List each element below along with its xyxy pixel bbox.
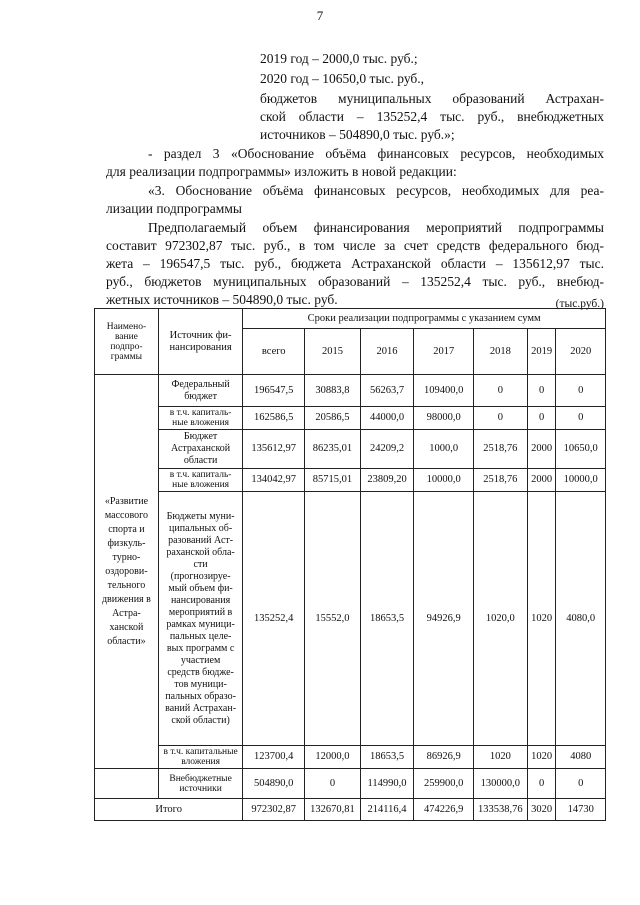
paragraph-line: жета – 196547,5 тыс. руб., бюджета Астраханской области – 135612,97 тыс. — [106, 256, 604, 271]
value-cell: 1020,0 — [474, 492, 528, 746]
table-row — [95, 746, 606, 769]
value-cell: 94926,9 — [414, 492, 474, 746]
value-cell: 1020 — [527, 746, 556, 769]
paragraph-line: руб., бюджетов муниципальных образований – 135252,4 тыс. руб., внебюд- — [106, 274, 604, 289]
section-line: для реализации подпрограммы» изложить в новой редакции: — [106, 164, 457, 179]
value-cell: 133538,76 — [474, 799, 528, 821]
value-cell: 132670,81 — [305, 799, 361, 821]
value-cell: 0 — [474, 375, 528, 407]
value-cell: 0 — [556, 407, 606, 430]
total-cell: 162586,5 — [243, 407, 305, 430]
value-cell: 18653,5 — [360, 492, 414, 746]
value-cell: 109400,0 — [414, 375, 474, 407]
header-year: 2018 — [474, 329, 528, 375]
value-cell: 259900,0 — [414, 769, 474, 799]
value-cell: 86235,01 — [305, 430, 361, 469]
header-year: 2015 — [305, 329, 361, 375]
value-cell: 10000,0 — [556, 469, 606, 492]
table-row — [95, 469, 606, 492]
value-cell: 2000 — [527, 469, 556, 492]
intro-line: бюджетов муниципальных образований Астрахан- — [260, 91, 604, 106]
total-cell: 134042,97 — [243, 469, 305, 492]
value-cell: 3020 — [527, 799, 556, 821]
paragraph-line: жетных источников – 504890,0 тыс. руб. — [106, 292, 338, 307]
section-line: «3. Обоснование объёма финансовых ресурсов, необходимых для реа- — [148, 183, 604, 198]
value-cell: 4080 — [556, 746, 606, 769]
value-cell: 23809,20 — [360, 469, 414, 492]
header-source: Источник фи- нансирования — [158, 309, 242, 375]
value-cell: 86926,9 — [414, 746, 474, 769]
intro-line: 2020 год – 10650,0 тыс. руб., — [260, 71, 425, 86]
total-cell: 196547,5 — [243, 375, 305, 407]
table-row — [95, 799, 606, 821]
section-line: - раздел 3 «Обоснование объёма финансовых ресурсов, необходимых — [148, 146, 604, 161]
value-cell: 0 — [527, 407, 556, 430]
table-row — [95, 375, 606, 407]
paragraph-line: составит 972302,87 тыс. руб., в том числе за счет средств федерального бюд- — [106, 238, 604, 253]
table-row — [95, 769, 606, 799]
total-cell: 123700,4 — [243, 746, 305, 769]
intro-line: источников – 504890,0 тыс. руб.»; — [260, 127, 455, 142]
value-cell: 14730 — [556, 799, 606, 821]
table-row — [95, 430, 606, 469]
source-cell: Бюджет Астраханской области — [158, 430, 242, 469]
intro-line: ской области – 135252,4 тыс. руб., внебюджетных — [260, 109, 604, 124]
value-cell: 10650,0 — [556, 430, 606, 469]
page-number: 7 — [316, 8, 324, 23]
header-program-name: Наимено- вание подпро- граммы — [95, 309, 159, 375]
section-line: лизации подпрограммы — [106, 201, 242, 216]
header-total: всего — [243, 329, 305, 375]
program-name: «Развитие массового спорта и физкуль- турно- оздорови- тельного движения в Астра- ханской области» — [95, 375, 159, 769]
total-cell: 972302,87 — [243, 799, 305, 821]
value-cell: 18653,5 — [360, 746, 414, 769]
value-cell: 0 — [556, 375, 606, 407]
value-cell: 2518,76 — [474, 430, 528, 469]
value-cell: 85715,01 — [305, 469, 361, 492]
value-cell: 0 — [474, 407, 528, 430]
value-cell: 15552,0 — [305, 492, 361, 746]
header-year: 2019 — [527, 329, 556, 375]
value-cell: 1020 — [474, 746, 528, 769]
source-cell: в т.ч. капиталь- ные вложения — [158, 469, 242, 492]
source-cell: в т.ч. капиталь- ные вложения — [158, 407, 242, 430]
value-cell: 1000,0 — [414, 430, 474, 469]
source-cell: Федеральный бюджет — [158, 375, 242, 407]
value-cell: 114990,0 — [360, 769, 414, 799]
total-cell: 135252,4 — [243, 492, 305, 746]
header-terms: Сроки реализации подпрограммы с указанием сумм — [243, 309, 606, 329]
source-cell: Внебюджетные источники — [158, 769, 242, 799]
value-cell: 10000,0 — [414, 469, 474, 492]
value-cell: 0 — [556, 769, 606, 799]
paragraph-line: Предполагаемый объем финансирования мероприятий подпрограммы — [148, 220, 604, 235]
table-row — [95, 492, 606, 746]
table-row — [95, 309, 606, 329]
value-cell: 20586,5 — [305, 407, 361, 430]
value-cell: 474226,9 — [414, 799, 474, 821]
value-cell: 2518,76 — [474, 469, 528, 492]
value-cell: 44000,0 — [360, 407, 414, 430]
value-cell: 1020 — [527, 492, 556, 746]
value-cell: 12000,0 — [305, 746, 361, 769]
value-cell: 130000,0 — [474, 769, 528, 799]
header-year: 2020 — [556, 329, 606, 375]
value-cell: 2000 — [527, 430, 556, 469]
financing-table — [94, 308, 606, 821]
empty-cell — [95, 769, 159, 799]
value-cell: 98000,0 — [414, 407, 474, 430]
value-cell: 30883,8 — [305, 375, 361, 407]
source-cell: в т.ч. капитальные вложения — [158, 746, 242, 769]
source-cell: Бюджеты муни- ципальных об- разований Аст- раханской обла- сти (прогнозируе- мый объем фи- нансирования мероприятий в рамках муници- пальных целе- вых программ с участием средств бюдже- тов муници- пальных образо- ваний Астрахан- ской области) — [158, 492, 242, 746]
table-row — [95, 407, 606, 430]
header-year: 2016 — [360, 329, 414, 375]
total-cell: 135612,97 — [243, 430, 305, 469]
value-cell: 0 — [527, 375, 556, 407]
value-cell: 214116,4 — [360, 799, 414, 821]
itogo-label: Итого — [95, 799, 243, 821]
total-cell: 504890,0 — [243, 769, 305, 799]
value-cell: 4080,0 — [556, 492, 606, 746]
value-cell: 56263,7 — [360, 375, 414, 407]
header-year: 2017 — [414, 329, 474, 375]
value-cell: 24209,2 — [360, 430, 414, 469]
unit-label: (тыс.руб.) — [555, 298, 604, 310]
value-cell: 0 — [305, 769, 361, 799]
value-cell: 0 — [527, 769, 556, 799]
intro-line: 2019 год – 2000,0 тыс. руб.; — [260, 51, 418, 66]
